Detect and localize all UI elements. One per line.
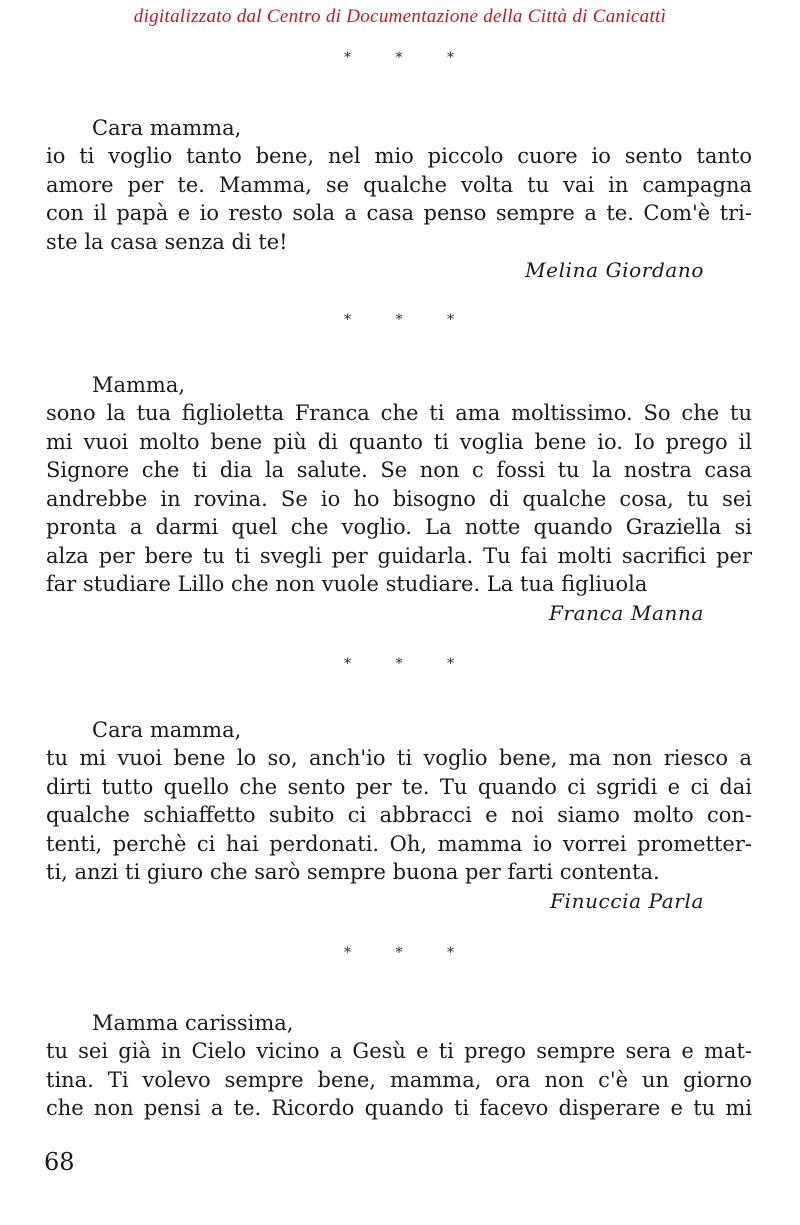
letter-line: con il papà e io resto sola a casa penso sempre a te. Com'è tri-	[46, 201, 752, 225]
watermark-text: digitalizzato dal Centro di Documentazione della Città di Canicattì	[133, 6, 667, 27]
letter-line: qualche schiaffetto subito ci abbracci e noi siamo molto con-	[46, 803, 752, 827]
letter-1	[46, 114, 752, 284]
letter-line: tu mi vuoi bene lo so, anch'io ti voglio bene, ma non riesco a	[46, 746, 752, 770]
letter-line: ti, anzi ti giuro che sarò sempre buona per farti contenta.	[46, 860, 660, 884]
letter-line: Signore che ti dia la salute. Se non c fossi tu la nostra casa	[46, 458, 752, 482]
section-separator: * * *	[344, 50, 474, 66]
section-separator: * * *	[344, 945, 474, 961]
letter-line: che non pensi a te. Ricordo quando ti facevo disperare e tu mi	[46, 1096, 752, 1120]
letter-salutation: Mamma,	[92, 373, 186, 397]
letter-line: mi vuoi molto bene più di quanto ti voglia bene io. Io prego il	[46, 429, 752, 454]
letter-salutation: Cara mamma,	[92, 116, 242, 140]
page-number: 68	[44, 1148, 75, 1176]
letter-line: ste la casa senza di te!	[46, 229, 288, 254]
section-separator: * * *	[344, 656, 474, 672]
letter-line: alza per bere tu ti svegli per guidarla. Tu fai molti sacrifici per	[46, 543, 752, 568]
letter-line: io ti voglio tanto bene, nel mio piccolo cuore io sento tanto	[46, 144, 752, 168]
letter-line: tu sei già in Cielo vicino a Gesù e ti prego sempre sera e mat-	[46, 1039, 752, 1063]
letter-2	[46, 371, 752, 627]
letter-line: pronta a darmi quel che voglio. La notte quando Graziella si	[46, 515, 752, 539]
letter-4	[46, 1009, 752, 1123]
section-separator: * * *	[344, 312, 474, 328]
letter-salutation: Cara mamma,	[92, 718, 242, 742]
letter-line: dirti tutto quello che sento per te. Tu quando ci sgridi e ci dai	[46, 774, 752, 799]
letter-salutation: Mamma carissima,	[92, 1011, 294, 1035]
letter-line: far studiare Lillo che non vuole studiare. La tua figliuola	[46, 572, 648, 596]
letter-3	[46, 716, 752, 915]
letter-signature: Franca Manna	[548, 600, 704, 625]
letter-line: tina. Ti volevo sempre bene, mamma, ora non c'è un giorno	[46, 1067, 752, 1092]
letter-line: andrebbe in rovina. Se io ho bisogno di qualche cosa, tu sei	[46, 486, 752, 511]
letter-line: tenti, perchè ci hai perdonati. Oh, mamma io vorrei prometter-	[46, 831, 752, 856]
letter-line: amore per te. Mamma, se qualche volta tu vai in campagna	[46, 172, 752, 197]
letter-signature: Finuccia Parla	[550, 888, 704, 913]
letter-line: sono la tua figlioletta Franca che ti ama moltissimo. So che tu	[46, 401, 752, 425]
letter-signature: Melina Giordano	[525, 258, 704, 282]
